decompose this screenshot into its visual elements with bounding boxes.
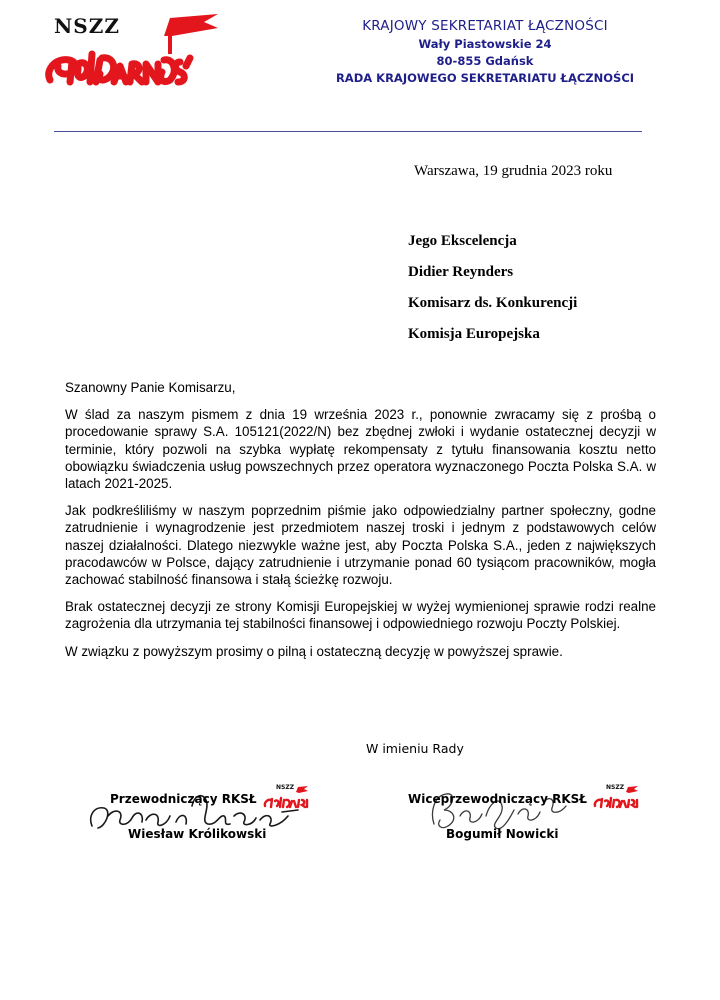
letterhead-organization: KRAJOWY SEKRETARIAT ŁĄCZNOŚCI xyxy=(362,18,608,34)
mini-logo-right-nszz: NSZZ xyxy=(606,784,625,791)
recipient-position: Komisarz ds. Konkurencji xyxy=(408,295,578,311)
mini-logo-left-nszz: NSZZ xyxy=(276,784,295,791)
letter-paragraph-4: W związku z powyższym prosimy o pilną i ostateczną decyzję w powyższej sprawie. xyxy=(65,643,563,659)
letterhead-council: RADA KRAJOWEGO SEKRETARIATU ŁĄCZNOŚCI xyxy=(335,71,635,85)
letter-date: Warszawa, 19 grudnia 2023 roku xyxy=(414,163,613,179)
logo-nszz-text: NSZZ xyxy=(54,14,120,38)
recipient-block xyxy=(408,226,577,350)
letter-greeting: Szanowny Panie Komisarzu, xyxy=(65,380,236,395)
letterhead xyxy=(330,18,640,85)
signatory-name-right: Bogumił Nowicki xyxy=(446,827,559,841)
letter-paragraph-3: Brak ostatecznej decyzji ze strony Komisji Europejskiej w wyżej wymienionej sprawie rodzi realne zagrożenia dla utrzymania tej stabilności finansowej i odpowiedniego rozwoju Poczty Polskiej. xyxy=(65,599,656,632)
signatory-name-left: Wiesław Królikowski xyxy=(128,827,267,841)
signature-block-right xyxy=(400,782,660,852)
header-divider xyxy=(54,131,642,132)
signatory-role-left: Przewodniczący RKSŁ xyxy=(110,792,257,806)
mini-logo-left xyxy=(262,786,312,810)
recipient-institution: Komisja Europejska xyxy=(408,326,540,342)
letterhead-postal-city: 80-855 Gdańsk xyxy=(436,54,534,68)
mini-logo-right xyxy=(592,786,642,810)
letter-paragraph-2: Jak podkreśliliśmy w naszym poprzednim piśmie jako odpowiedzialny partner społeczny, godne zatrudnienie i wynagrodzenie jest przedmiotem naszej troski i jednym z podstawowych celów naszej działalności. Dlatego niezwykle ważne jest, aby Poczta Polska S.A., jeden z największych pracodawców w Polsce, dający zatrudnienie i utrzymanie ponad 60 tysiącom pracowników, mogła zachować stabilność finansowa i stałą ścieżkę rozwoju. xyxy=(65,503,656,588)
signatory-role-right: Wiceprzewodniczący RKSŁ xyxy=(408,792,588,806)
recipient-title: Jego Ekscelencja xyxy=(408,233,517,249)
signature-block-left xyxy=(84,782,334,852)
recipient-name: Didier Reynders xyxy=(408,264,514,280)
letter-closing: W imieniu Rady xyxy=(366,741,464,756)
letter-body xyxy=(65,379,656,670)
solidarnosc-logo xyxy=(44,14,234,90)
letter-paragraph-1: W ślad za naszym pismem z dnia 19 września 2023 r., ponownie zwracamy się z prośbą o procedowanie sprawy S.A. 105121(2022/N) bez zbędnej zwłoki i wydanie ostatecznej decyzji w terminie, który pozwoli na szybka wypłatę rekompensaty z tytułu finansowania kosztu netto obowiązku świadczenia usług powszechnych przez operatora wyznaczonego Poczta Polska S.A. w latach 2021-2025. xyxy=(65,407,656,492)
letterhead-street: Wały Piastowskie 24 xyxy=(418,37,552,51)
